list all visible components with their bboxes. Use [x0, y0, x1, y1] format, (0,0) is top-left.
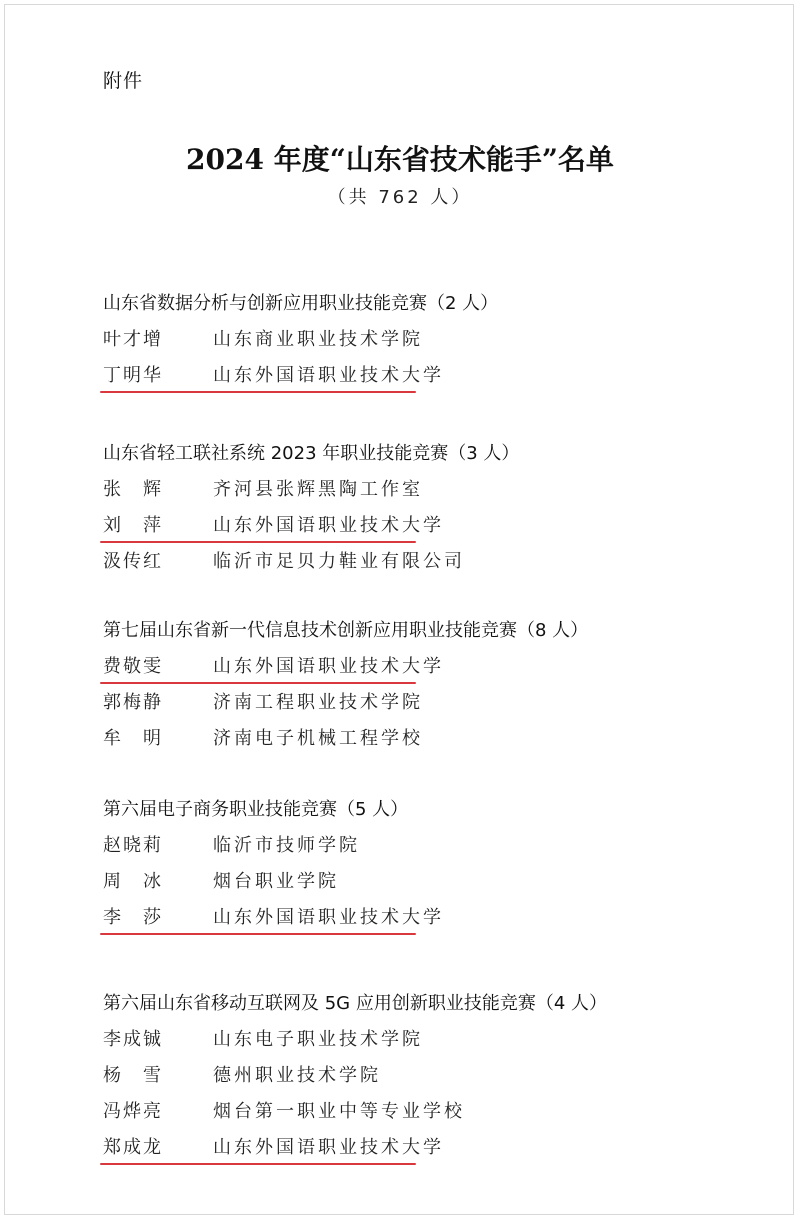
- winner-organization: 山东外国语职业技术大学: [213, 656, 444, 677]
- highlight-underline: [100, 1163, 416, 1165]
- section-heading: 第七届山东省新一代信息技术创新应用职业技能竞赛（8 人）: [103, 620, 589, 641]
- winner-name: 冯烨亮: [103, 1101, 163, 1122]
- winner-entry: [103, 513, 723, 539]
- winner-name: 汲传红: [103, 551, 163, 572]
- winner-organization: 临沂市足贝力鞋业有限公司: [213, 551, 465, 572]
- highlight-underline: [100, 541, 416, 543]
- winner-entry: [103, 869, 723, 895]
- winner-entry: [103, 905, 723, 931]
- winner-name: 赵晓莉: [103, 835, 163, 856]
- competition-section: [103, 291, 723, 399]
- winner-name: 丁明华: [103, 365, 163, 386]
- winner-entry: [103, 654, 723, 680]
- winner-organization: 山东外国语职业技术大学: [213, 1137, 444, 1158]
- document-title: 2024 年度“山东省技术能手”名单: [186, 143, 614, 176]
- winner-name: 李成铖: [103, 1029, 163, 1050]
- winner-name: 费敬雯: [103, 656, 163, 677]
- winner-entry: [103, 1027, 723, 1053]
- winner-organization: 山东电子职业技术学院: [213, 1029, 423, 1050]
- winner-name: 周 冰: [103, 871, 163, 892]
- competition-section: [103, 441, 723, 585]
- winner-entry: [103, 1099, 723, 1125]
- winner-name: 张 辉: [103, 479, 163, 500]
- winner-entry: [103, 726, 723, 752]
- competition-section: [103, 797, 723, 941]
- winner-organization: 山东外国语职业技术大学: [213, 365, 444, 386]
- winner-organization: 山东外国语职业技术大学: [213, 515, 444, 536]
- winner-name: 郑成龙: [103, 1137, 163, 1158]
- winner-organization: 山东商业职业技术学院: [213, 329, 423, 350]
- section-heading: 山东省数据分析与创新应用职业技能竞赛（2 人）: [103, 293, 499, 314]
- highlight-underline: [100, 682, 416, 684]
- section-heading: 第六届电子商务职业技能竞赛（5 人）: [103, 799, 409, 820]
- winner-name: 杨 雪: [103, 1065, 163, 1086]
- winner-entry: [103, 477, 723, 503]
- document-subtitle: （共 762 人）: [327, 187, 473, 208]
- highlight-underline: [100, 933, 416, 935]
- highlight-underline: [100, 391, 416, 393]
- winner-organization: 济南电子机械工程学校: [213, 728, 423, 749]
- winner-entry: [103, 327, 723, 353]
- winner-name: 叶才增: [103, 329, 163, 350]
- winner-name: 牟 明: [103, 728, 163, 749]
- winner-organization: 德州职业技术学院: [213, 1065, 381, 1086]
- winner-entry: [103, 1135, 723, 1161]
- winner-organization: 烟台第一职业中等专业学校: [213, 1101, 465, 1122]
- competition-section: [103, 618, 723, 762]
- competition-section: [103, 991, 723, 1171]
- winner-entry: [103, 690, 723, 716]
- section-heading: 第六届山东省移动互联网及 5G 应用创新职业技能竞赛（4 人）: [103, 993, 608, 1014]
- attachment-label: 附件: [103, 70, 144, 92]
- winner-name: 刘 萍: [103, 515, 163, 536]
- winner-organization: 齐河县张辉黑陶工作室: [213, 479, 423, 500]
- winner-organization: 山东外国语职业技术大学: [213, 907, 444, 928]
- section-heading: 山东省轻工联社系统 2023 年职业技能竞赛（3 人）: [103, 443, 520, 464]
- winner-entry: [103, 549, 723, 575]
- winner-organization: 济南工程职业技术学院: [213, 692, 423, 713]
- winner-name: 李 莎: [103, 907, 163, 928]
- winner-entry: [103, 1063, 723, 1089]
- winner-entry: [103, 833, 723, 859]
- winner-organization: 临沂市技师学院: [213, 835, 360, 856]
- winner-name: 郭梅静: [103, 692, 163, 713]
- winner-entry: [103, 363, 723, 389]
- winner-organization: 烟台职业学院: [213, 871, 339, 892]
